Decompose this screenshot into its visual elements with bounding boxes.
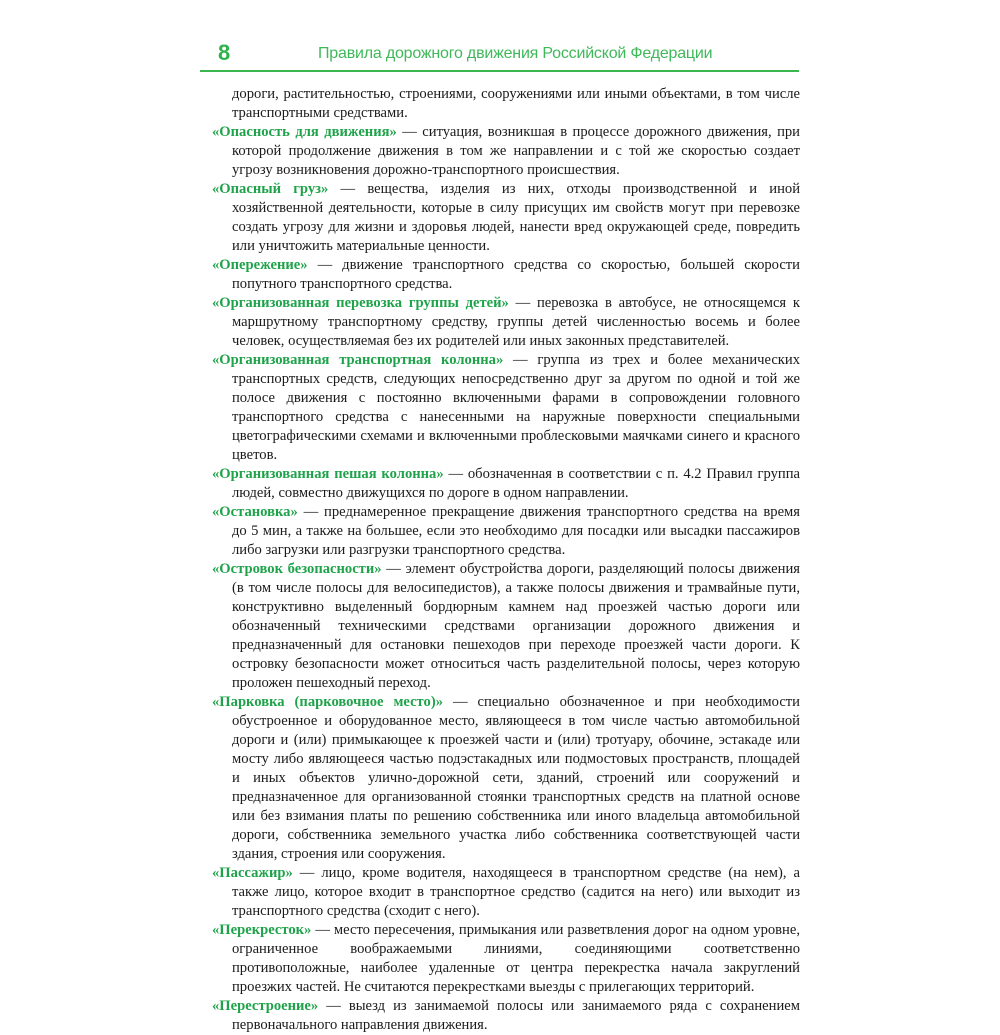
definition-entry — [212, 294, 800, 351]
definition-text: — элемент обустройства дороги, разделяющий полосы движения (в том числе полосы для велосипедистов), а также полосы движения и трамвайные пути, конструктивно выделенный бордюрным камнем над проезжей частью дороги или обозначенный техническими средствами организации дорожного движения и предназначенный для остановки пешеходов при переходе проезжей части дороги. К островку безопасности может относиться часть разделительной полосы, через которую проложен пешеходный переход. — [232, 561, 800, 691]
page-header — [200, 40, 800, 72]
definition-term: «Остановка» — [212, 504, 298, 520]
definition-entry — [212, 123, 800, 180]
definition-text: — преднамеренное прекращение движения транспортного средства на время до 5 мин, а также на большее, если это необходимо для посадки или высадки пассажиров либо загрузки или разгрузки транспортного средства. — [232, 504, 800, 558]
header-divider — [200, 70, 799, 72]
definition-text: — перевозка в автобусе, не относящемся к маршрутному транспортному средству, группы детей численностью восемь и более человек, осуществляемая без их родителей или иных законных представителей. — [232, 295, 800, 349]
page-number: 8 — [218, 40, 231, 65]
definition-term: «Пассажир» — [212, 865, 293, 881]
definition-text: — специально обозначенное и при необходимости обустроенное и оборудованное место, являющееся в том числе частью автомобильной дороги и (или) примыкающее к проезжей части и (или) тротуару, обочине, эстакаде или мосту либо являющееся частью подэстакадных или подмостовых пространств, площадей и иных объектов улично-дорожной сети, зданий, строений или сооружений и предназначенное для организованной стоянки транспортных средств на платной основе или без взимания платы по решению собственника или иного владельца автомобильной дороги, собственника земельного участка либо собственника соответствующей части здания, строения или сооружения. — [232, 694, 800, 862]
definition-text: — движение транспортного средства со скоростью, большей скорости попутного транспортного средства. — [232, 257, 800, 292]
definition-entry — [212, 180, 800, 256]
definition-entry — [212, 256, 800, 294]
definition-term: «Опасный груз» — [212, 181, 329, 197]
definition-text: — выезд из занимаемой полосы или занимаемого ряда с сохранением первоначального направления движения. — [232, 998, 800, 1033]
definition-entry — [212, 351, 800, 465]
running-title: Правила дорожного движения Российской Федерации — [318, 45, 713, 62]
definition-text: — лицо, кроме водителя, находящееся в транспортном средстве (на нем), а также лицо, которое входит в транспортное средство (садится на него) или выходит из транспортного средства (сходит с него). — [232, 865, 800, 919]
definition-term: «Перестроение» — [212, 998, 319, 1014]
definition-text: — обозначенная в соответствии с п. 4.2 Правил группа людей, совместно движущихся по дороге в одном направлении. — [232, 466, 800, 501]
definitions-body — [212, 85, 800, 1035]
definition-entry — [212, 465, 800, 503]
definition-entry — [212, 693, 800, 864]
definition-text: — ситуация, возникшая в процессе дорожного движения, при которой продолжение движения в том же направлении и с той же скоростью создает угрозу возникновения дорожно-транспортного происшествия. — [232, 124, 800, 178]
definition-text: — группа из трех и более механических транспортных средств, следующих непосредственно друг за другом по одной и той же полосе движения с постоянно включенными фарами в сопровождении головного транспортного средства с нанесенными на наружные поверхности специальными цветографическими схемами и включенными проблесковыми маячками синего и красного цветов. — [232, 352, 801, 463]
continuation-paragraph: дороги, растительностью, строениями, сооружениями или иными объектами, в том числе транспортными средствами. — [232, 86, 800, 121]
definition-term: «Организованная перевозка группы детей» — [212, 295, 509, 311]
definition-term: «Опережение» — [212, 257, 308, 273]
definition-text: — вещества, изделия из них, отходы производственной и иной хозяйственной деятельности, которые в силу присущих им свойств могут при перевозке создать угрозу для жизни и здоровья людей, нанести вред окружающей среде, повредить или уничтожить материальные ценности. — [232, 181, 800, 254]
definition-term: «Парковка (парковочное место)» — [212, 694, 443, 710]
definition-entry — [212, 503, 800, 560]
definition-entry — [212, 560, 800, 693]
definition-term: «Организованная транспортная колонна» — [212, 352, 504, 368]
definition-entry — [212, 997, 800, 1035]
definition-text: — место пересечения, примыкания или разветвления дорог на одном уровне, ограниченное воображаемыми линиями, соединяющими соответственно противоположные, наиболее удаленные от центра перекрестка начала закруглений проезжих частей. Не считаются перекрестками выезды с прилегающих территорий. — [232, 922, 800, 995]
definition-term: «Опасность для движения» — [212, 124, 397, 140]
definition-term: «Организованная пешая колонна» — [212, 466, 444, 482]
definition-entry — [212, 921, 800, 997]
definition-term: «Островок безопасности» — [212, 561, 382, 577]
definition-entry — [212, 864, 800, 921]
definition-term: «Перекресток» — [212, 922, 312, 938]
